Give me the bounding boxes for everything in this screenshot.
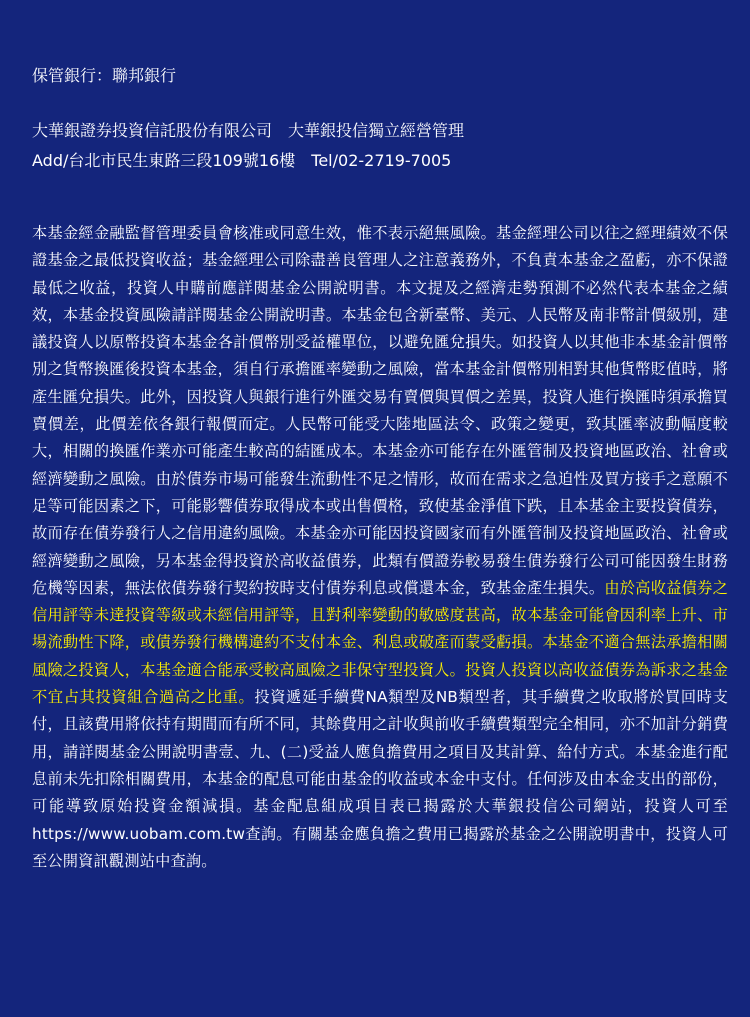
disclaimer-highlight: 由於高收益債券之信用評等未達投資等級或未經信用評等，且對利率變動的敏感度甚高，故本基金可能會因利率上升、市場流動性下降，或債券發行機構違約不支付本金、利息或破產而蒙受虧損。本基金不適合無法承擔相關風險之投資人，本基金適合能承受較高風險之非保守型投資人。投資人投資以高收益債券為訴求之基金不宜占其投資組合過高之比重。 bbox=[32, 578, 728, 707]
company-contact-line bbox=[32, 146, 728, 176]
company-name-line bbox=[32, 116, 728, 146]
company-info bbox=[32, 116, 728, 176]
risk-disclaimer bbox=[32, 220, 728, 875]
disclaimer-part-1: 本基金經金融監督管理委員會核准或同意生效，惟不表示絕無風險。基金經理公司以往之經理績效不保證基金之最低投資收益；基金經理公司除盡善良管理人之注意義務外，不負責本基金之盈虧，亦不保證最低之收益，投資人申購前應詳閱基金公開說明書。本文提及之經濟走勢預測不必然代表本基金之績效，本基金投資風險請詳閱基金公開說明書。本基金包含新臺幣、美元、人民幣及南非幣計價級別，建議投資人以原幣投資本基金各計價幣別受益權單位，以避免匯兌損失。如投資人以其他非本基金計價幣別之貨幣換匯後投資本基金，須自行承擔匯率變動之風險，當本基金計價幣別相對其他貨幣貶值時，將產生匯兌損失。此外，因投資人與銀行進行外匯交易有賣價與買價之差異，投資人進行換匯時須承擔買賣價差，此價差依各銀行報價而定。人民幣可能受大陸地區法令、政策之變更，致其匯率波動幅度較大，相關的換匯作業亦可能產生較高的結匯成本。本基金亦可能存在外匯管制及投資地區政治、社會或經濟變動之風險。由於債券市場可能發生流動性不足之情形，故而在需求之急迫性及買方接手之意願不足等可能因素之下，可能影響債券取得成本或出售價格，致使基金淨值下跌，且本基金主要投資債券，故而存在債券發行人之信用違約風險。本基金亦可能因投資國家而有外匯管制及投資地區政治、社會或經濟變動之風險，另本基金得投資於高收益債券，此類有價證券較易發生債券發行公司可能因發生財務危機等因素，無法依債券發行契約按時支付債券利息或償還本金，致基金產生損失。 bbox=[32, 224, 728, 597]
company-name: 大華銀證券投資信託股份有限公司 bbox=[32, 121, 273, 140]
custodian-bank: 保管銀行：聯邦銀行 bbox=[32, 66, 177, 85]
company-address: Add/台北市民生東路三段109號16樓 bbox=[32, 151, 296, 170]
company-management: 大華銀投信獨立經營管理 bbox=[288, 121, 465, 140]
disclaimer-part-2: 投資遞延手續費NA類型及NB類型者，其手續費之收取將於買回時支付，且該費用將依持有期間而有所不同，其餘費用之計收與前收手續費類型完全相同，亦不加計分銷費用，請詳閱基金公開說明書壹、九、(二)受益人應負擔費用之項目及其計算、給付方式。本基金進行配息前未先扣除相關費用，本基金的配息可能由基金的收益或本金中支付。任何涉及由本金支出的部份，可能導致原始投資金額減損。基金配息組成項目表已揭露於大華銀投信公司網站，投資人可至https://www.uobam.com.tw查詢。有關基金應負擔之費用已揭露於基金之公開說明書中，投資人可至公開資訊觀測站中查詢。 bbox=[32, 688, 728, 870]
company-tel: Tel/02-2719-7005 bbox=[311, 151, 452, 170]
